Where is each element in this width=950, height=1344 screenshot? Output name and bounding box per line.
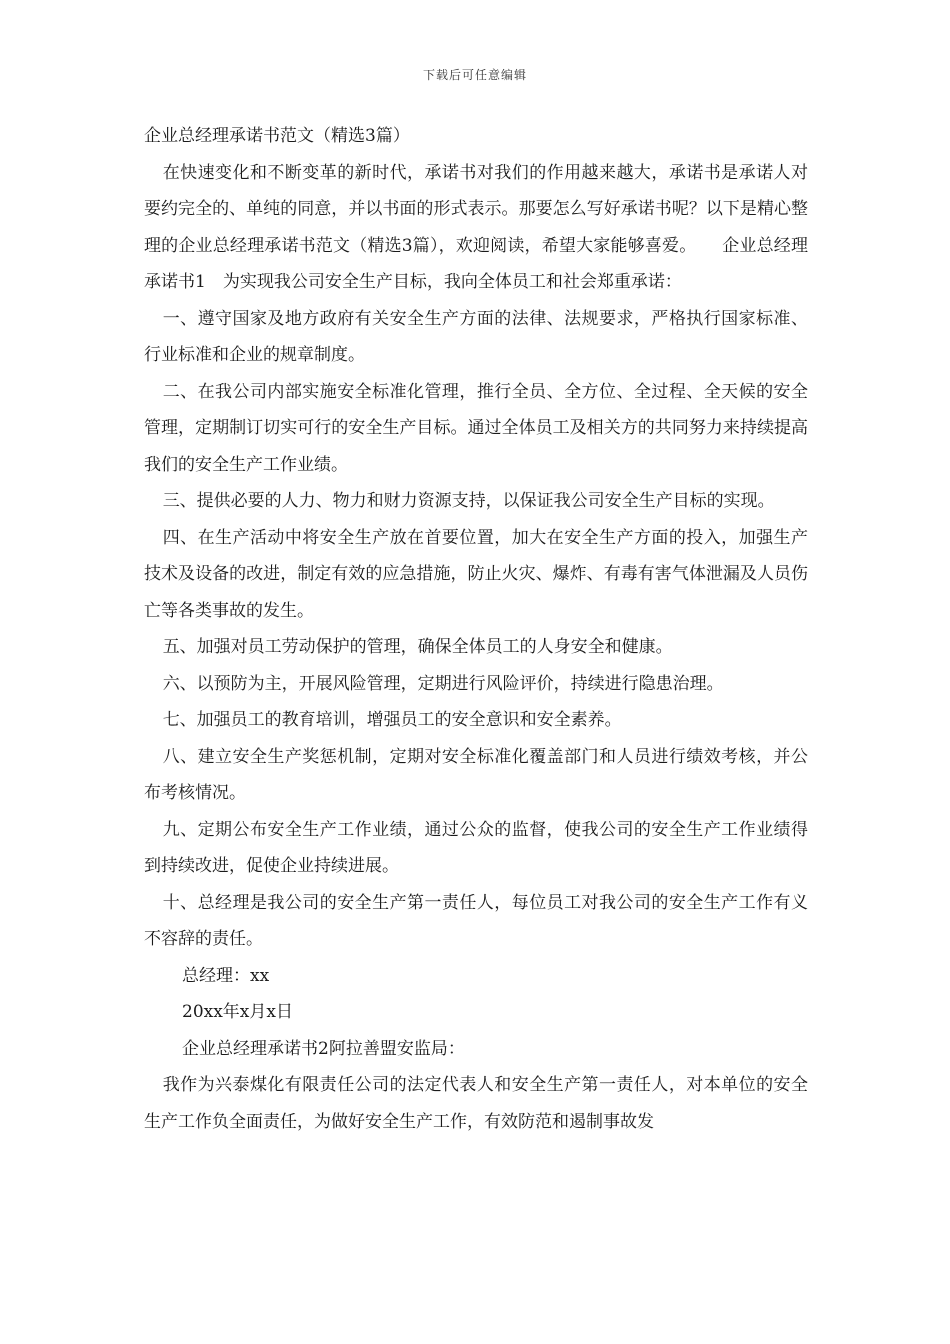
commitment-item: 五、加强对员工劳动保护的管理，确保全体员工的人身安全和健康。 (162, 637, 673, 657)
document-body (144, 118, 808, 1140)
commitment-item: 二、在我公司内部实施安全标准化管理，推行全员、全方位、全过程、全天候的安全管理，定期制订切实可行的安全生产目标。通过全体员工及相关方的共同努力来持续提高我们的安全生产工作业绩。 (144, 381, 808, 475)
section-2-paragraph: 我作为兴泰煤化有限责任公司的法定代表人和安全生产第一责任人，对本单位的安全生产工作负全面责任，为做好安全生产工作，有效防范和遏制事故发 (144, 1075, 808, 1132)
page-header: 下载后可任意编辑 (422, 68, 527, 82)
commitment-item: 九、定期公布安全生产工作业绩，通过公众的监督，使我公司的安全生产工作业绩得到持续改进，促使企业持续进展。 (144, 819, 808, 876)
commitment-item: 七、加强员工的教育培训，增强员工的安全意识和安全素养。 (162, 710, 622, 730)
document-title: 企业总经理承诺书范文（精选3篇） (144, 126, 410, 146)
signature-line: 总经理：xx (182, 965, 270, 986)
intro-paragraph: 在快速变化和不断变革的新时代，承诺书对我们的作用越来越大，承诺书是承诺人对要约完全的、单纯的同意，并以书面的形式表示。那要怎么写好承诺书呢？以下是精心整理的企业总经理承诺书范文（精选3篇），欢迎阅读，希望大家能够喜爱。 企业总经理承诺书1 为实现我公司安全生产目标，我向全体员工和社会郑重承诺： (144, 162, 808, 292)
commitment-item: 三、提供必要的人力、物力和财力资源支持，以保证我公司安全生产目标的实现。 (162, 491, 775, 511)
commitment-item: 六、以预防为主，开展风险管理，定期进行风险评价，持续进行隐患治理。 (162, 673, 724, 694)
commitment-item: 一、遵守国家及地方政府有关安全生产方面的法律、法规要求，严格执行国家标准、行业标准和企业的规章制度。 (144, 308, 808, 365)
commitment-item: 八、建立安全生产奖惩机制，定期对安全标准化覆盖部门和人员进行绩效考核，并公布考核情况。 (144, 746, 808, 803)
commitment-item: 四、在生产活动中将安全生产放在首要位置，加大在安全生产方面的投入，加强生产技术及设备的改进，制定有效的应急措施，防止火灾、爆炸、有毒有害气体泄漏及人员伤亡等各类事故的发生。 (144, 527, 808, 621)
section-2-heading: 企业总经理承诺书2阿拉善盟安监局： (182, 1038, 465, 1059)
commitment-item: 十、总经理是我公司的安全生产第一责任人，每位员工对我公司的安全生产工作有义不容辞的责任。 (144, 892, 808, 949)
date-line: 20xx年x月x日 (182, 1002, 293, 1022)
